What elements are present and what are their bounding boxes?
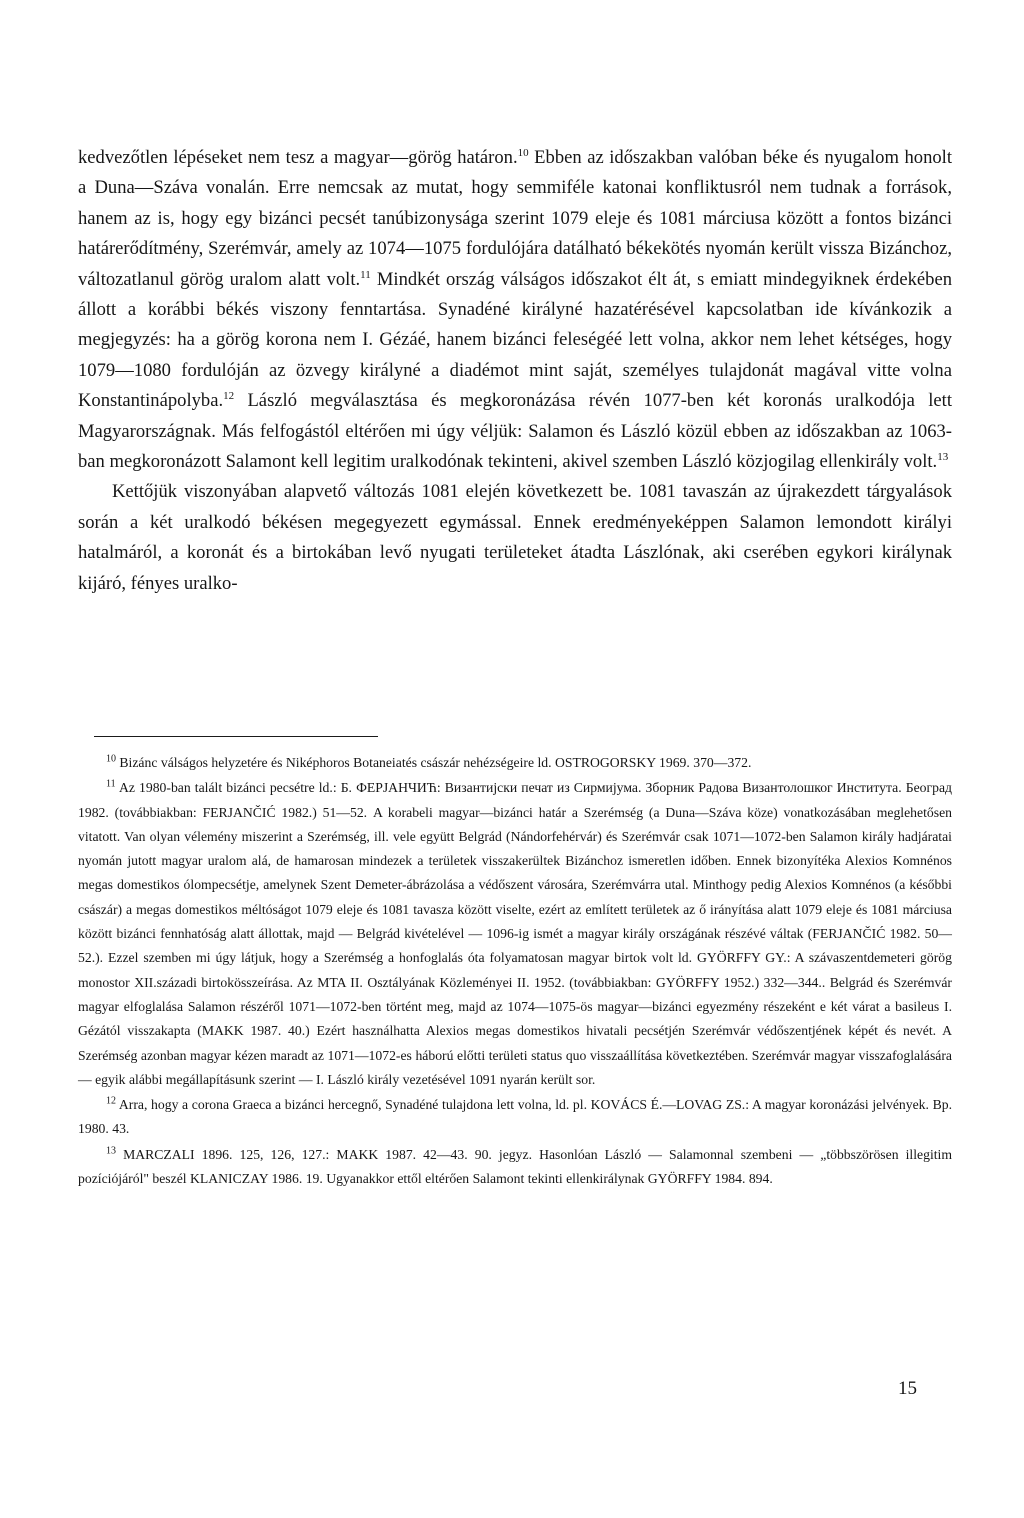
paragraph-text: Mindkét ország válságos időszakot élt át, s emiatt mindegyiknek érdekében állott a korábbi békés viszony fenntartása. Synadéné királyné hazatérésével kapcsolatban ide kívánkozik a megjegyzés: ha a görög korona nem I. Gézáé, hanem bizánci feleségéé lett volna, akkor nem lehet kétséges, hogy 1079—1080 fordulóján az özvegy királyné a diadémot mint saját, személyes tulajdonát magával vitte volna Konstantinápolyba. bbox=[78, 268, 953, 412]
footnote-number: 10 bbox=[106, 753, 116, 765]
footnote-ref-13[interactable]: 13 bbox=[937, 450, 949, 463]
paragraph-text: László megválasztása és megkoronázása révén 1077-ben két koronás uralkodója lett Magyarországnak. Más felfogástól eltérően mi úgy véljük: Salamon és László közül ebben az időszakban az 1063-ban megkoronázott Salamont kell legitim uralkodónak tekinteni, akivel szemben László közjogilag ellenkirály volt. bbox=[78, 390, 952, 473]
footnote-12 bbox=[78, 1093, 952, 1142]
footnote-number: 11 bbox=[106, 778, 116, 790]
paragraph-text: kedvezőtlen lépéseket nem tesz a magyar—görög határon. bbox=[78, 147, 518, 168]
footnote-text: Arra, hogy a corona Graeca a bizánci hercegnő, Synadéné tulajdona lett volna, ld. pl. KOVÁCS É.—LOVAG ZS.: A magyar koronázási jelvények. Bp. 1980. 43. bbox=[78, 1097, 952, 1137]
paragraph-2: Kettőjük viszonyában alapvető változás 1081 elején következett be. 1081 tavaszán az újrakezdett tárgyalások során a két uralkodó békésen megegyezett egymással. Ennek eredményeképpen Salamon lemondott királyi hatalmáról, a koronát és a birtokában levő nyugati területeket átadta Lászlónak, aki cserében egykori királynak kijáró, fényes uralko- bbox=[78, 481, 952, 594]
footnote-10 bbox=[78, 751, 952, 775]
footnote-text: MARCZALI 1896. 125, 126, 127.: MAKK 1987. 42—43. 90. jegyz. Hasonlóan László — Salamonnal szembeni — „többszörösen illegitim pozíciójáról" beszél KLANICZAY 1986. 19. Ugyanakkor ettől eltérően Salamont tekinti ellenkirálynak GYÖRFFY 1984. 894. bbox=[78, 1146, 952, 1187]
footnote-11 bbox=[78, 776, 952, 1092]
footnote-ref-11[interactable]: 11 bbox=[360, 268, 371, 281]
page-number: 15 bbox=[898, 1378, 917, 1399]
paragraph-1 bbox=[78, 143, 952, 477]
footnote-number: 12 bbox=[106, 1095, 116, 1107]
footnote-ref-12[interactable]: 12 bbox=[223, 390, 235, 403]
footnote-number: 13 bbox=[106, 1145, 116, 1157]
footnote-ref-10[interactable]: 10 bbox=[517, 146, 529, 159]
footnotes bbox=[78, 751, 952, 1192]
footnote-text: Az 1980-ban talált bizánci pecsétre ld.: Б. ФЕРЈАНЧИЋ: Византијски печат из Сирмијума. Зборник Радова Византолошког Института. Београд 1982. (továbbiakban: FERJANČIĆ 1982.) 51—52. A korabeli magyar—bizánci határ a Szerémség (a Duna—Száva köze) vonatkozásában meglehetősen vitatott. Van olyan vélemény miszerint a Szerémség, ill. vele együtt Belgrád (Nándorfehérvár) és Szerémvár csak 1071—1072-ben Salamon király hadjáratai nyomán jutott magyar uralom alá, de hamarosan mindezek a területek visszakerültek Bizánchoz ismeretlen időben. Ennek bizonyítéka Alexios Komnénos megas domestikos ólompecsétje, amelynek Szent Demeter-ábrázolása a védőszent városára, Szerémvárra utal. Minthogy pedig Alexios Komnénos (a későbbi császár) a megas domestikos méltóságot 1079 eleje és 1081 tavasza között viselte, ezért az említett területek az ő irányítása alatt 1079 eleje és 1081 márciusa között bizánci fennhatóság alatt állottak, majd — Belgrád kivételével — 1096-ig ismét a magyar király országának részévé váltak (FERJANČIĆ 1982. 50—52.). Ezzel szemben mi úgy látjuk, hogy a Szerémség a honfoglalás óta folyamatosan magyar birtok volt ld. GYÖRFFY GY.: A szávaszentdemeteri görög monostor XII.századi birtokösszeírása. Az MTA II. Osztályának Közleményei II. 1952. (továbbiakban: GYÖRFFY 1952.) 332—344.. Belgrád és Szerémvár magyar elfoglalása Salamon részéről 1071—1072-ben történt meg, majd az 1074—1075-ös magyar—bizánci egyezmény részeként e két várat a basileus I. Gézától visszakapta (MAKK 1987. 40.) Ezért használhatta Alexios megas domestikos hivatali pecsétjén Szerémvár védőszentjének képét és nevét. A Szerémség azonban magyar kézen maradt az 1071—1072-es háború előtti területi status quo visszaállítása következtében. Szerémvár magyar visszafoglalására — egyik alábbi megállapításunk szerint — I. László király vezetésével 1091 nyarán került sor. bbox=[78, 780, 952, 1087]
footnote-text: Bizánc válságos helyzetére és Niképhoros Botaneiatés császár nehézségeire ld. OSTROGORSKY 1969. 370—372. bbox=[116, 755, 752, 770]
paragraph-text: Ebben az időszakban valóban béke és nyugalom honolt a Duna—Száva vonalán. Erre nemcsak az mutat, hogy semmiféle katonai konfliktusról nem tudnak a források, hanem az is, hogy egy bizánci pecsét tanúbizonysága szerint 1079 eleje és 1081 márciusa között a fontos bizánci határerődítmény, Szerémvár, amely az 1074—1075 fordulójára datálható békekötés nyomán került vissza Bizánchoz, változatlanul görög uralom alatt volt. bbox=[78, 147, 952, 290]
main-text bbox=[78, 143, 952, 599]
footnote-divider bbox=[94, 736, 378, 737]
footnote-13 bbox=[78, 1143, 952, 1192]
